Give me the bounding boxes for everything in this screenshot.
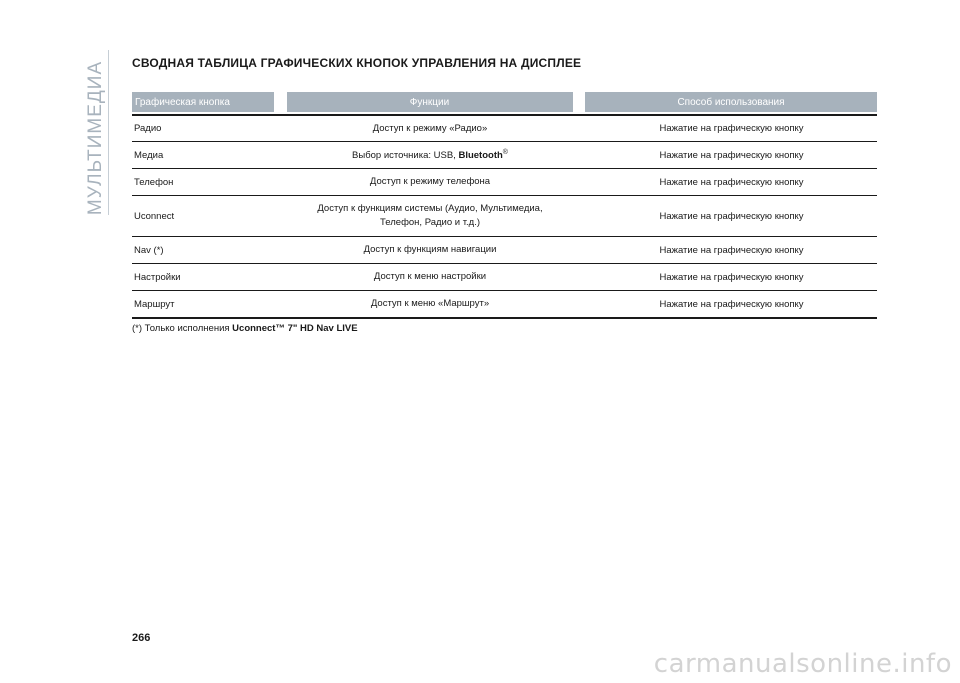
footnote-text: (*) Только исполнения — [132, 323, 233, 334]
cell-button: Маршрут — [134, 298, 175, 310]
footnote-bold: Uconnect™ 7" HD Nav LIVE — [232, 323, 358, 334]
table-row — [132, 116, 877, 142]
table-row — [132, 264, 877, 291]
cell-function-bold: Bluetooth — [458, 150, 503, 162]
cell-usage: Нажатие на графическую кнопку — [659, 210, 804, 222]
cell-function: Доступ к меню «Маршрут» — [370, 298, 490, 309]
cell-function-sup: ® — [502, 149, 508, 157]
cell-function: Доступ к режиму «Радио» — [372, 122, 488, 134]
cell-button: Настройки — [134, 271, 181, 283]
header-usage: Способ использования — [585, 92, 877, 112]
cell-function-text: Выбор источника: USB, — [352, 150, 459, 162]
cell-function — [274, 146, 586, 163]
cell-button: Nav (*) — [134, 244, 164, 256]
side-rule — [108, 50, 109, 215]
controls-table — [132, 92, 877, 319]
watermark: carmanualsonline.info — [653, 649, 952, 679]
table-row — [132, 169, 877, 196]
cell-function: Доступ к функциям навигации — [363, 244, 497, 255]
cell-function — [274, 202, 586, 230]
cell-function-line2: Телефон, Радио и т.д.) — [380, 217, 480, 228]
cell-usage: Нажатие на графическую кнопку — [659, 298, 804, 310]
section-side-title-text: МУЛЬТИМЕДИА — [85, 60, 107, 216]
table-row — [132, 196, 877, 237]
header-button: Графическая кнопка — [132, 92, 274, 112]
table-header — [132, 92, 877, 112]
header-functions: Функции — [287, 92, 573, 112]
cell-button: Радио — [134, 123, 162, 134]
table-row — [132, 142, 877, 169]
cell-button: Телефон — [134, 176, 174, 188]
document-title: СВОДНАЯ ТАБЛИЦА ГРАФИЧЕСКИХ КНОПОК УПРАВЛЕНИЯ НА ДИСПЛЕЕ — [132, 56, 582, 70]
section-side-title — [84, 58, 108, 218]
cell-function: Доступ к режиму телефона — [369, 176, 491, 187]
footnote — [132, 323, 358, 334]
cell-function: Доступ к меню настройки — [373, 271, 487, 282]
page-number: 266 — [132, 632, 151, 644]
cell-button: Медиа — [134, 149, 164, 161]
cell-usage: Нажатие на графическую кнопку — [659, 176, 804, 188]
cell-usage: Нажатие на графическую кнопку — [659, 123, 804, 134]
cell-usage: Нажатие на графическую кнопку — [659, 244, 804, 256]
cell-function-line1: Доступ к функциям системы (Аудио, Мультимедиа, — [317, 203, 543, 214]
cell-button: Uconnect — [134, 210, 175, 222]
table-row — [132, 237, 877, 264]
cell-usage: Нажатие на графическую кнопку — [659, 271, 804, 283]
table-row — [132, 291, 877, 319]
cell-usage: Нажатие на графическую кнопку — [659, 149, 804, 161]
